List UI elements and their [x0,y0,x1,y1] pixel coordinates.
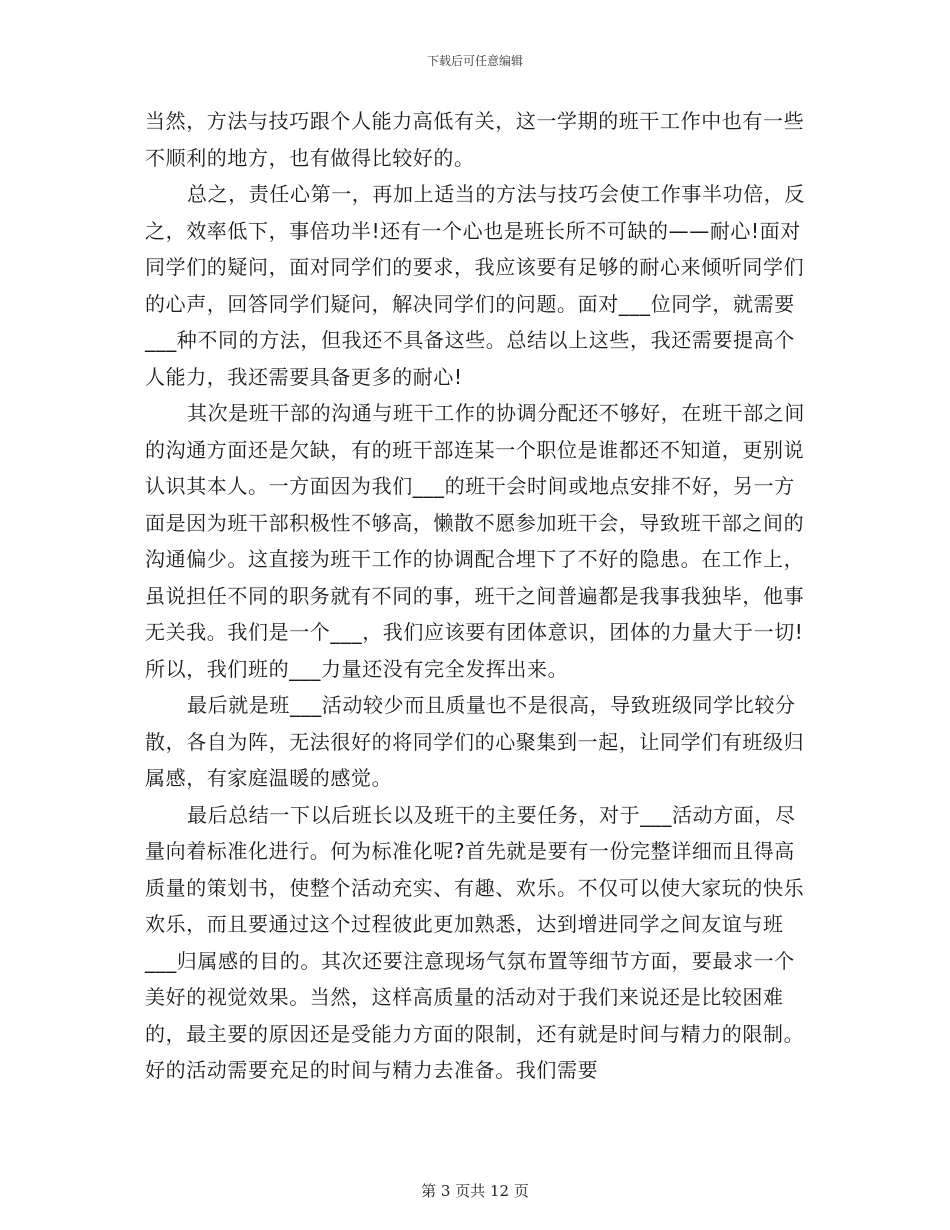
document-body [145,103,815,1089]
page-header: 下载后可任意编辑 [426,54,523,68]
paragraph-2: 总之，责任心第一，再加上适当的方法与技巧会使工作事半功倍，反之，效率低下，事倍功半!还有一个心也是班长所不可缺的——耐心!面对同学们的疑问，面对同学们的要求，我应该要有足够的耐心来倾听同学们的心声，回答同学们疑问，解决同学们的问题。面对___位同学，就需要___种不同的方法，但我还不具备这些。总结以上这些，我还需要提高个人能力，我还需要具备更多的耐心! [145,182,805,389]
paragraph-4: 最后就是班___活动较少而且质量也不是很高，导致班级同学比较分散，各自为阵，无法很好的将同学们的心聚集到一起，让同学们有班级归属感，有家庭温暖的感觉。 [145,693,805,790]
paragraph-3: 其次是班干部的沟通与班干工作的协调分配还不够好，在班干部之间的沟通方面还是欠缺，有的班干部连某一个职位是谁都还不知道，更别说认识其本人。一方面因为我们___的班干会时间或地点安排不好，另一方面是因为班干部积极性不够高，懒散不愿参加班干会，导致班干部之间的沟通偏少。这直接为班干工作的协调配合埋下了不好的隐患。在工作上，虽说担任不同的职务就有不同的事，班干之间普遍都是我事我独毕，他事无关我。我们是一个___，我们应该要有团体意识，团体的力量大于一切!所以，我们班的___力量还没有完全发挥出来。 [145,401,805,681]
paragraph-1: 当然，方法与技巧跟个人能力高低有关，这一学期的班干工作中也有一些不顺利的地方，也有做得比较好的。 [145,109,805,170]
paragraph-5: 最后总结一下以后班长以及班干的主要任务，对于___活动方面，尽量向着标准化进行。何为标准化呢?首先就是要有一份完整详细而且得高质量的策划书，使整个活动充实、有趣、欢乐。不仅可以使大家玩的快乐欢乐，而且要通过这个过程彼此更加熟悉，达到增进同学之间友谊与班___归属感的目的。其次还要注意现场气氛布置等细节方面，要最求一个美好的视觉效果。当然，这样高质量的活动对于我们来说还是比较困难的，最主要的原因还是受能力方面的限制，还有就是时间与精力的限制。好的活动需要充足的时间与精力去准备。我们需要 [145,802,805,1082]
page-footer: 第 3 页共 12 页 [421,1182,529,1200]
